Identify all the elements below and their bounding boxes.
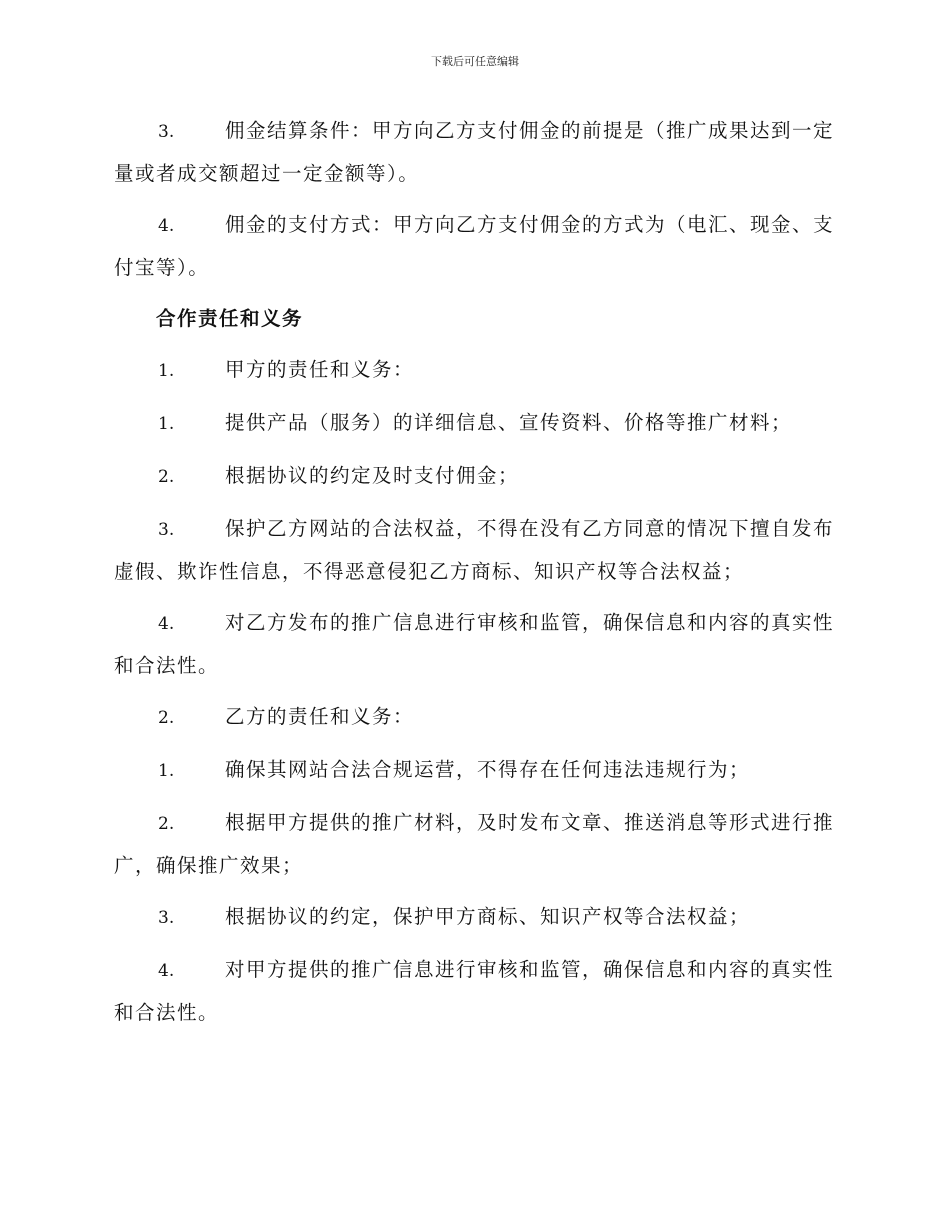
item-number: 2. bbox=[158, 467, 175, 487]
payment-method-paragraph bbox=[114, 204, 834, 288]
item-text: 确保其网站合法合规运营，不得存在任何违法违规行为； bbox=[225, 758, 751, 781]
item-number: 4. bbox=[158, 216, 175, 236]
item-number: 4. bbox=[158, 614, 175, 634]
list-item bbox=[114, 949, 834, 1033]
list-item bbox=[114, 896, 834, 939]
list-item bbox=[114, 402, 834, 445]
item-number: 1. bbox=[158, 761, 175, 781]
paragraph-text: 佣金的支付方式：甲方向乙方支付佣金的方式为（电汇、现金、支付宝等）。 bbox=[114, 213, 835, 279]
list-item bbox=[114, 749, 834, 792]
party-a-heading bbox=[114, 349, 834, 392]
item-number: 2. bbox=[158, 708, 175, 728]
item-text: 根据甲方提供的推广材料，及时发布文章、推送消息等形式进行推广，确保推广效果； bbox=[114, 811, 835, 877]
paragraph-text: 佣金结算条件：甲方向乙方支付佣金的前提是（推广成果达到一定量或者成交额超过一定金额等）。 bbox=[114, 119, 835, 185]
item-text: 根据协议的约定及时支付佣金； bbox=[225, 464, 520, 487]
item-number: 3. bbox=[158, 122, 175, 142]
party-b-heading bbox=[114, 696, 834, 739]
item-text: 保护乙方网站的合法权益，不得在没有乙方同意的情况下擅自发布虚假、欺诈性信息，不得恶意侵犯乙方商标、知识产权等合法权益； bbox=[114, 517, 835, 583]
item-number: 1. bbox=[158, 414, 175, 434]
item-text: 根据协议的约定，保护甲方商标、知识产权等合法权益； bbox=[225, 905, 751, 928]
heading-text: 乙方的责任和义务： bbox=[225, 705, 415, 728]
commission-condition-paragraph bbox=[114, 110, 834, 194]
item-number: 3. bbox=[158, 520, 175, 540]
list-item bbox=[114, 455, 834, 498]
heading-text: 甲方的责任和义务： bbox=[225, 358, 415, 381]
item-text: 对甲方提供的推广信息进行审核和监管，确保信息和内容的真实性和合法性。 bbox=[114, 958, 835, 1024]
section-title: 合作责任和义务 bbox=[156, 307, 304, 330]
item-number: 1. bbox=[158, 361, 175, 381]
list-item bbox=[114, 508, 834, 592]
item-number: 4. bbox=[158, 961, 175, 981]
page-header: 下载后可任意编辑 bbox=[431, 55, 519, 68]
item-text: 提供产品（服务）的详细信息、宣传资料、价格等推广材料； bbox=[225, 411, 793, 434]
list-item bbox=[114, 602, 834, 686]
list-item bbox=[114, 802, 834, 886]
item-number: 3. bbox=[158, 908, 175, 928]
document-body bbox=[114, 110, 834, 1043]
item-text: 对乙方发布的推广信息进行审核和监管，确保信息和内容的真实性和合法性。 bbox=[114, 611, 835, 677]
item-number: 2. bbox=[158, 814, 175, 834]
